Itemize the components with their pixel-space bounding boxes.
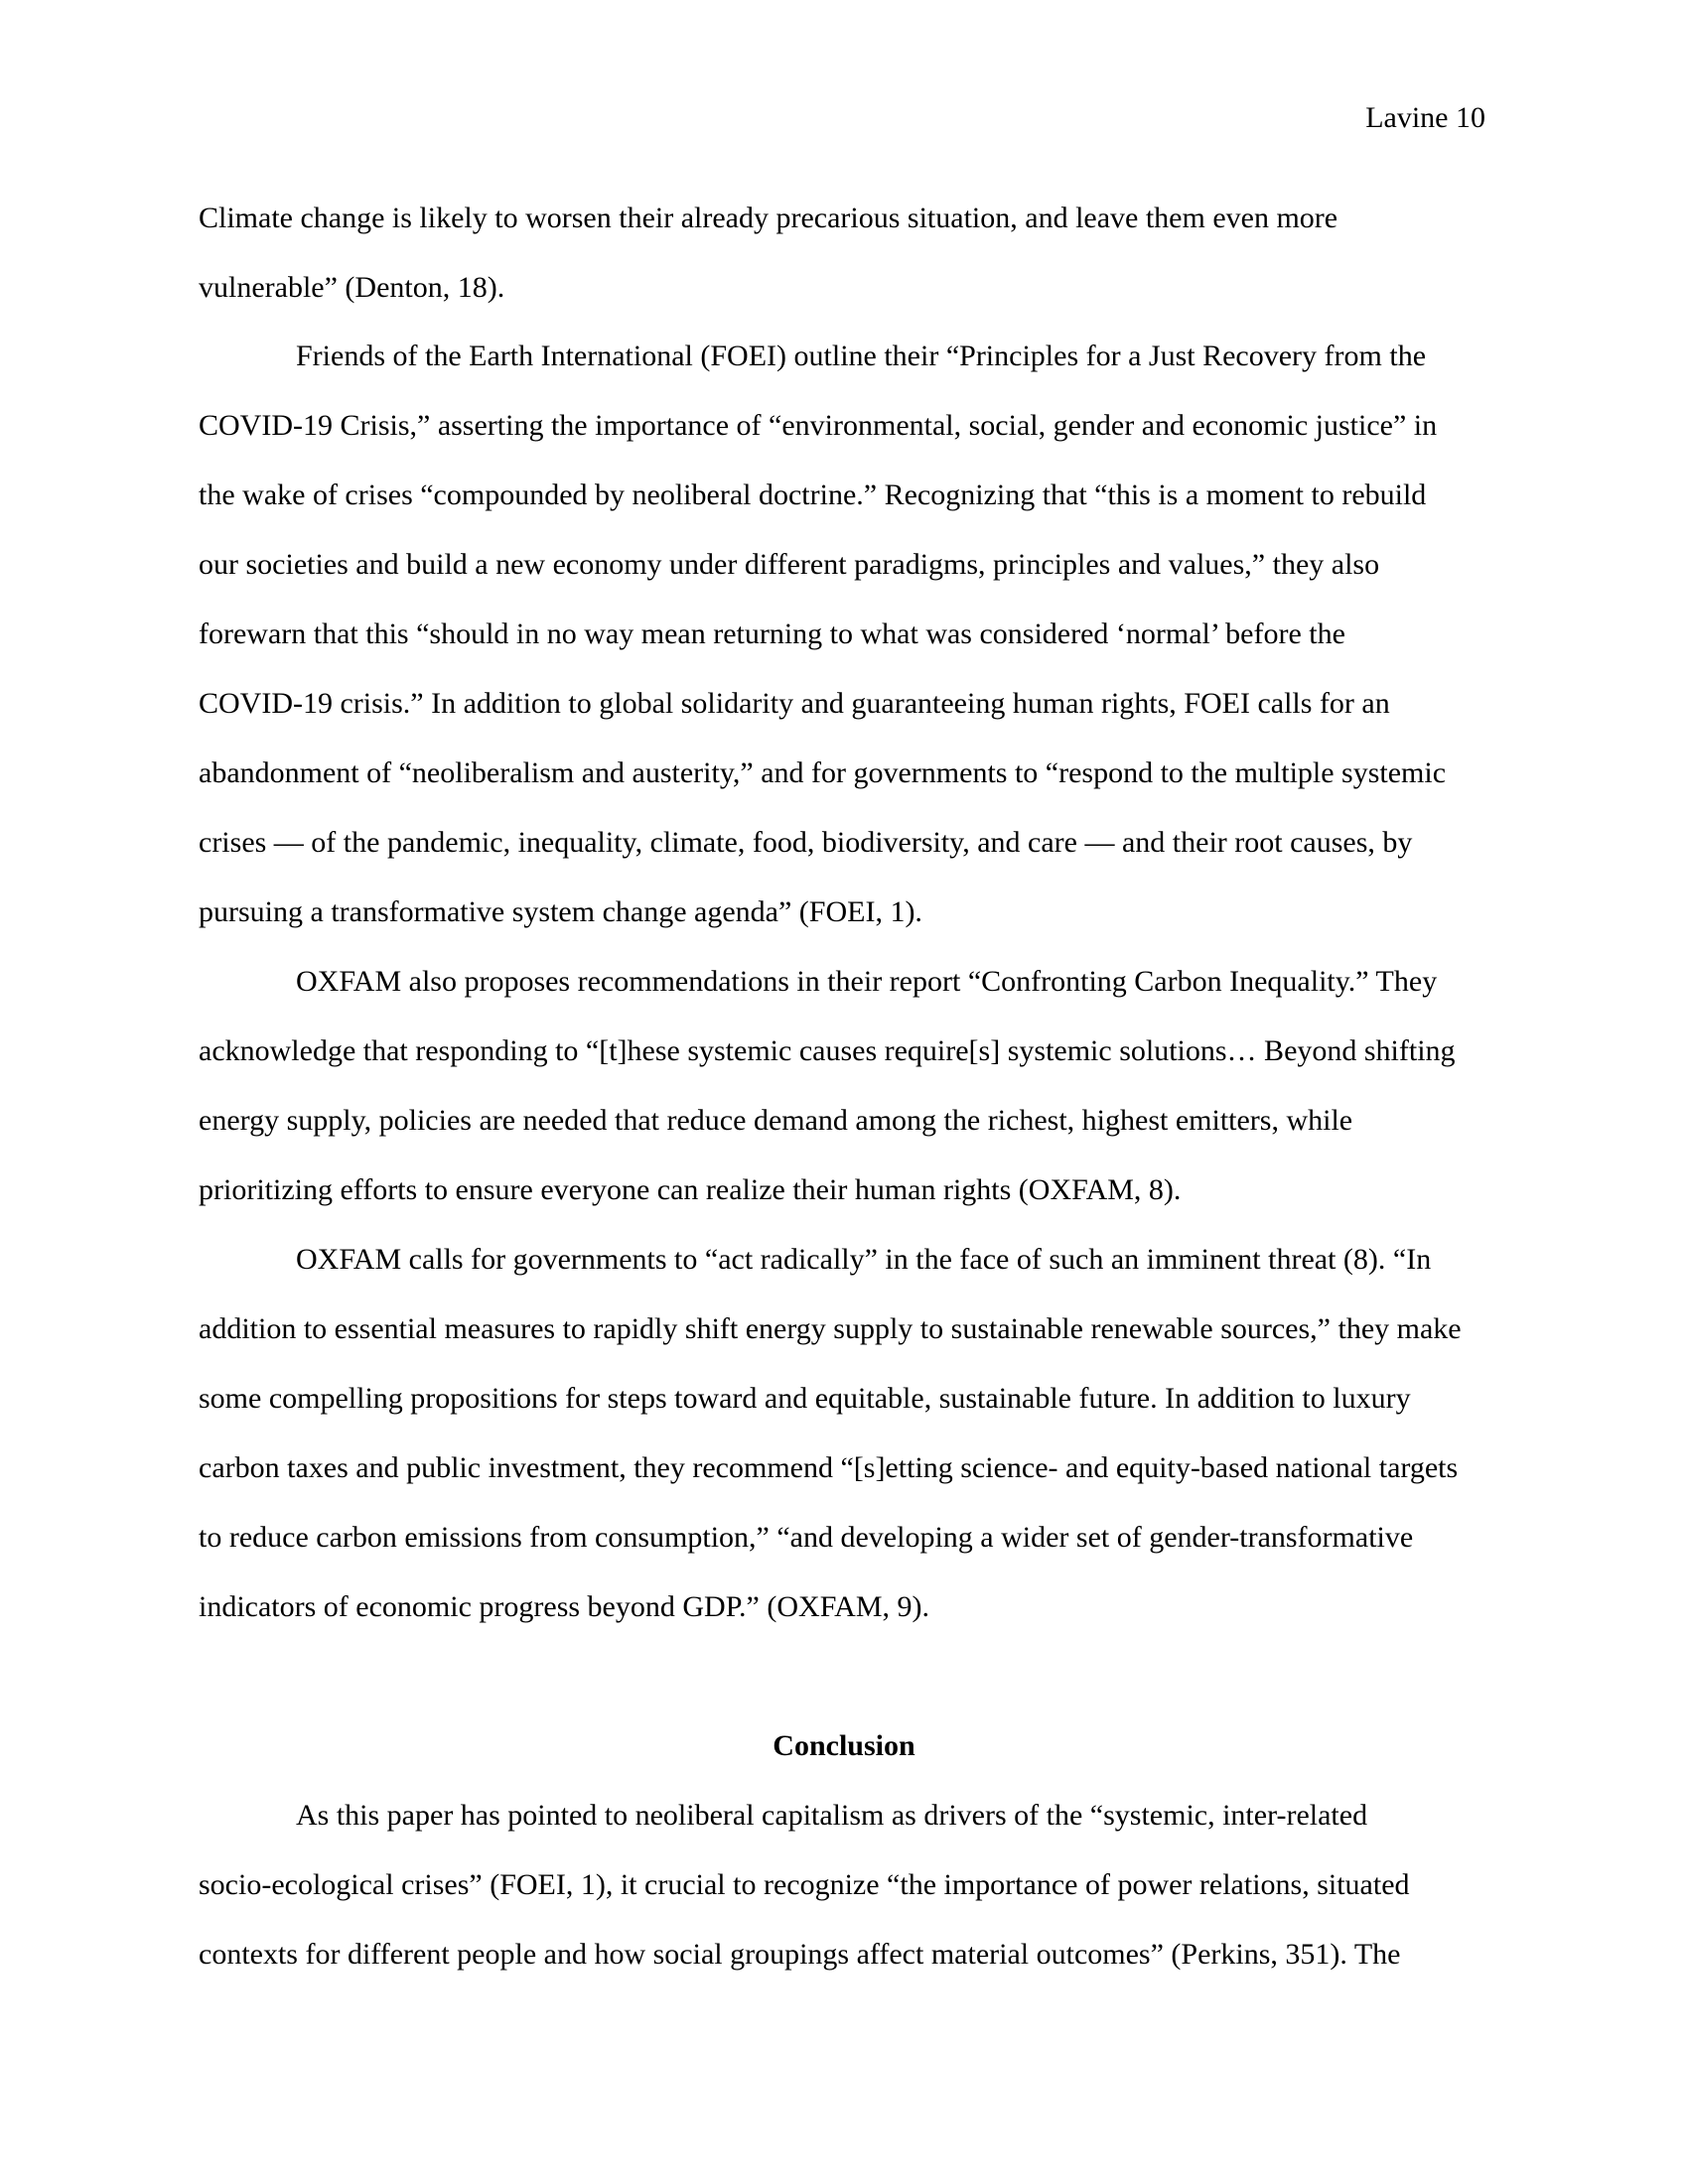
text-line: OXFAM also proposes recommendations in their report “Confronting Carbon Inequality.” They [296, 965, 1438, 998]
text-line: COVID-19 Crisis,” asserting the importance of “environmental, social, gender and economic justice” in [199, 409, 1438, 442]
text-line: some compelling propositions for steps toward and equitable, sustainable future. In addition to luxury [199, 1382, 1411, 1415]
text-line: acknowledge that responding to “[t]hese systemic causes require[s] systemic solutions… Beyond shifting [199, 1034, 1456, 1067]
text-line: addition to essential measures to rapidly shift energy supply to sustainable renewable sources,” they make [199, 1312, 1462, 1345]
text-line: our societies and build a new economy under different paradigms, principles and values,” they also [199, 548, 1380, 581]
text-line: Climate change is likely to worsen their already precarious situation, and leave them even more [199, 202, 1338, 234]
text-line: pursuing a transformative system change agenda” (FOEI, 1). [199, 895, 922, 928]
text-line: OXFAM calls for governments to “act radically” in the face of such an imminent threat (8). “In [296, 1243, 1432, 1276]
text-line: As this paper has pointed to neoliberal capitalism as drivers of the “systemic, inter-related [296, 1799, 1368, 1832]
text-line: carbon taxes and public investment, they recommend “[s]etting science- and equity-based national targets [199, 1451, 1459, 1484]
text-line: indicators of economic progress beyond GDP.” (OXFAM, 9). [199, 1590, 929, 1623]
text-line: vulnerable” (Denton, 18). [199, 271, 505, 304]
text-line: energy supply, policies are needed that reduce demand among the richest, highest emitters, while [199, 1104, 1353, 1137]
text-line: prioritizing efforts to ensure everyone can realize their human rights (OXFAM, 8). [199, 1173, 1182, 1206]
text-line: abandonment of “neoliberalism and austerity,” and for governments to “respond to the multiple systemic [199, 756, 1447, 789]
text-line: COVID-19 crisis.” In addition to global solidarity and guaranteeing human rights, FOEI calls for an [199, 687, 1390, 720]
text-line: crises — of the pandemic, inequality, climate, food, biodiversity, and care — and their root causes, by [199, 826, 1413, 859]
text-line: contexts for different people and how social groupings affect material outcomes” (Perkins, 351). The [199, 1938, 1401, 1971]
text-line: Friends of the Earth International (FOEI) outline their “Principles for a Just Recovery from the [296, 340, 1427, 372]
text-line: the wake of crises “compounded by neoliberal doctrine.” Recognizing that “this is a moment to rebuild [199, 478, 1427, 511]
text-line: socio-ecological crises” (FOEI, 1), it crucial to recognize “the importance of power relations, situated [199, 1868, 1410, 1901]
text-line: forewarn that this “should in no way mean returning to what was considered ‘normal’ before the [199, 617, 1345, 650]
running-head: Lavine 10 [1365, 101, 1485, 134]
text-line: to reduce carbon emissions from consumption,” “and developing a wider set of gender-transformative [199, 1521, 1414, 1554]
section-heading: Conclusion [773, 1729, 915, 1762]
